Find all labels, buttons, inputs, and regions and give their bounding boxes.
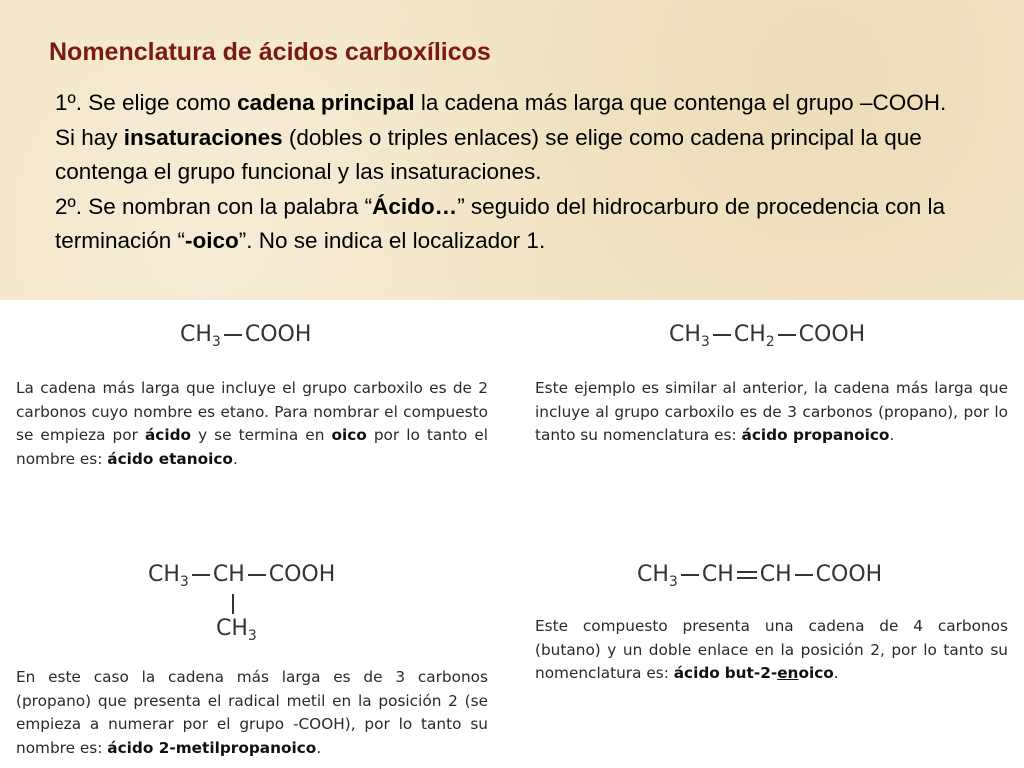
- desc-text: Este compuesto presenta una cadena de 4 carbonos (butano) y un doble enlace en la posición 2, por lo tanto su nomenclatura es:: [535, 617, 1008, 682]
- formula-atom: CH: [216, 616, 248, 641]
- desc-text: .: [232, 449, 238, 468]
- formula-methylpropanoic-acid: [148, 562, 335, 590]
- compound-name: ácido etanoico: [107, 449, 233, 468]
- intro-text-segment: la cadena más larga que contenga el grupo –COOH.: [414, 90, 947, 115]
- formula-atom: CH: [733, 322, 766, 347]
- bold-term: cadena principal: [237, 90, 415, 115]
- formula-atom: CH: [212, 562, 245, 587]
- name-suffix: oico: [798, 664, 834, 682]
- bold-term: Ácido…: [372, 193, 458, 219]
- bold-term: -oico: [185, 228, 239, 253]
- formula-atom: CH: [180, 322, 212, 347]
- desc-bold: ácido: [673, 664, 720, 682]
- single-bond: [248, 574, 266, 576]
- desc-text: y se termina en: [191, 426, 332, 444]
- formula-atom: CH: [759, 562, 792, 587]
- intro-text-segment: . Se nombran con la palabra “: [75, 193, 373, 219]
- vertical-bond: [232, 594, 234, 614]
- formula-atom: CH: [637, 562, 669, 587]
- formula-subscript: 3: [247, 628, 257, 644]
- desc-text: La cadena más larga que incluye el grupo carboxilo es de 2 carbonos cuyo nombre es etano. Para nombrar el compuesto se empieza por: [16, 379, 488, 444]
- desc-bold: ácido: [144, 426, 192, 444]
- formula-group: COOH: [244, 322, 312, 347]
- intro-text-segment: ”. No se indica el localizador 1.: [238, 228, 546, 253]
- name-prefix: but-2-: [724, 664, 778, 682]
- formula-propanoic-acid: [669, 322, 865, 350]
- name-infix-underlined: en: [777, 664, 799, 682]
- desc-text: Este ejemplo es similar al anterior, la cadena más larga que incluye al grupo carboxilo es de 3 carbonos (propano), por lo tanto su nomenclatura es:: [535, 379, 1008, 444]
- intro-text: [55, 86, 985, 259]
- examples-panel: [0, 300, 1024, 768]
- step-1-number: 1º: [55, 90, 76, 115]
- desc-bold: oico: [331, 426, 367, 444]
- single-bond: [192, 574, 210, 576]
- desc-text: .: [316, 738, 322, 757]
- desc-text: .: [889, 426, 895, 444]
- compound-name: ácido 2-metilpropanoico: [107, 738, 317, 757]
- intro-text-segment: . Se elige como: [75, 90, 238, 115]
- formula-atom: CH: [148, 562, 180, 587]
- formula-atom: CH: [701, 562, 734, 587]
- formula-butenoic-acid: [637, 562, 882, 590]
- formula-group: COOH: [268, 562, 336, 587]
- single-bond: [681, 574, 699, 576]
- desc-text: En este caso la cadena más larga es de 3 carbonos (propano) que presenta el radical metil en la posición 2 (se empieza a numerar por el grupo -COOH), por lo tanto su nombre es:: [16, 668, 488, 757]
- methyl-substituent: [216, 616, 257, 644]
- compound-name: ácido propanoico: [741, 426, 890, 444]
- formula-acetic-acid: [180, 322, 311, 350]
- intro-text-segment: (dobles o triples enlaces) se elige como cadena principal la que contenga el grupo funcional y las insaturaciones.: [55, 124, 922, 184]
- step-2-number: 2º: [55, 193, 76, 219]
- description-ex4: [535, 615, 1008, 686]
- intro-text-segment: ” seguido del hidrocarburo de procedencia con la terminación “: [55, 193, 946, 253]
- single-bond: [713, 334, 731, 336]
- bold-term: insaturaciones: [123, 124, 283, 150]
- formula-group: COOH: [798, 322, 866, 347]
- single-bond: [224, 334, 242, 336]
- description-ex3: [16, 666, 488, 760]
- desc-text: por lo tanto el nombre es:: [16, 426, 488, 468]
- formula-subscript: 3: [211, 334, 221, 350]
- formula-subscript: 3: [179, 574, 189, 590]
- description-ex2: [535, 377, 1008, 448]
- formula-subscript: 3: [700, 334, 710, 350]
- formula-subscript: 3: [668, 574, 678, 590]
- compound-name: [725, 664, 834, 682]
- formula-group: COOH: [815, 562, 883, 587]
- desc-text: .: [833, 664, 839, 682]
- single-bond: [778, 334, 796, 336]
- double-bond: [737, 571, 757, 579]
- description-ex1: [16, 377, 488, 471]
- intro-text-segment: Si hay: [55, 124, 124, 150]
- formula-atom: CH: [669, 322, 701, 347]
- formula-subscript: 2: [765, 334, 775, 350]
- page-title: Nomenclatura de ácidos carboxílicos: [49, 38, 491, 66]
- single-bond: [795, 574, 813, 576]
